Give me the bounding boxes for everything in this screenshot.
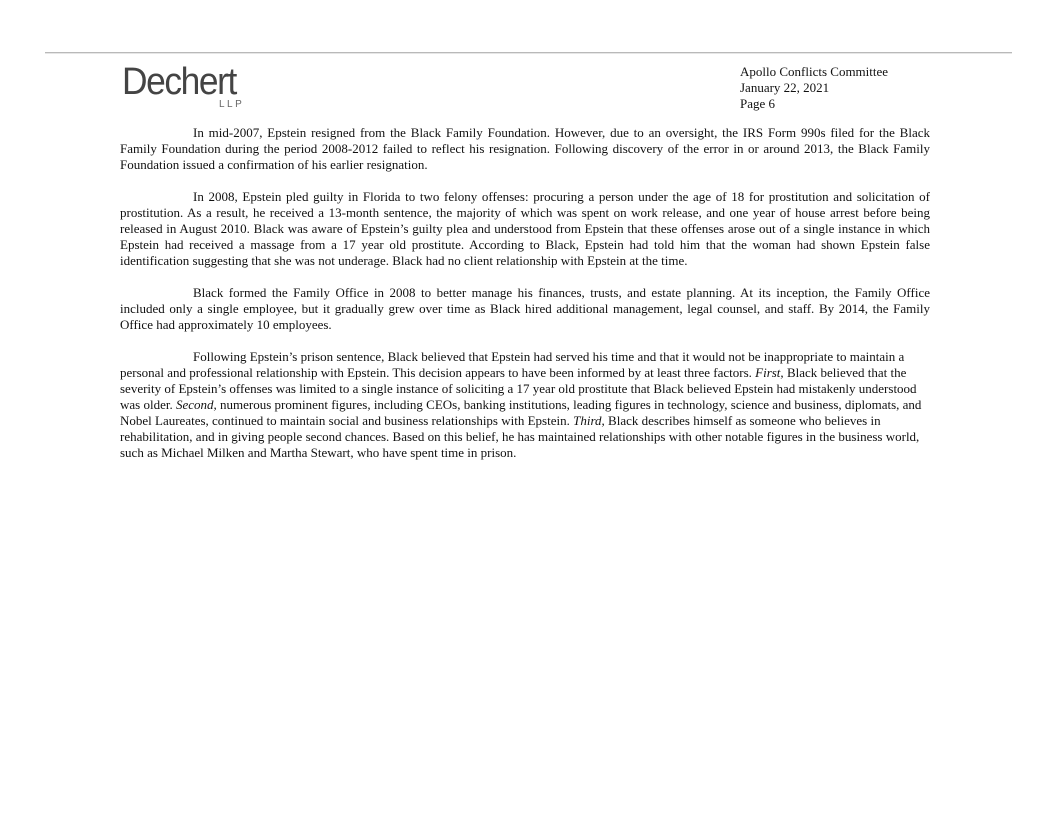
emphasis-text: First, [755, 365, 784, 380]
paragraph-guilty-plea [120, 189, 930, 269]
logo-llp-suffix: LLP [219, 99, 245, 110]
paragraph-family-office [120, 285, 930, 333]
paragraph-text: Black describes himself as someone who believes in rehabilitation, and in giving people second chances. Based on this belief, he has maintained relationships with other notable figures in the business world, such as Michael Milken and Martha Stewart, who have spent time in prison. [120, 413, 920, 460]
dechert-logo [122, 62, 252, 112]
paragraph-foundation-resignation [120, 125, 930, 173]
header-info [740, 64, 888, 112]
paragraph-text: numerous prominent figures, including CEOs, banking institutions, leading figures in technology, science and business, diplomats, and Nobel Laureates, continued to maintain social and business relationships with Epstein. [120, 397, 922, 428]
document-body [120, 125, 930, 477]
page-number: Page 6 [740, 96, 776, 111]
header-divider [45, 52, 1012, 54]
logo-wordmark: Dechert [122, 61, 236, 103]
paragraph-text: Black formed the Family Office in 2008 to better manage his finances, trusts, and estate planning. At its inception, the Family Office included only a single employee, but it gradually grew over time as Black hired additional management, legal counsel, and staff. By 2014, the Family Office had approximately 10 employees. [120, 285, 930, 332]
paragraph-text: Following Epstein’s prison sentence, Black believed that Epstein had served his time and that it would not be inappropriate to maintain a personal and professional relationship with Epstein. This decision appears to have been informed by at least three factors. [120, 349, 905, 380]
paragraph-text: In 2008, Epstein pled guilty in Florida to two felony offenses: procuring a person under the age of 18 for prostitution and solicitation of prostitution. As a result, he received a 13-month sentence, the majority of which was spent on work release, and one year of house arrest before being released in August 2010. Black was aware of Epstein’s guilty plea and understood from Epstein that these offenses arose out of a single instance in which Epstein had received a massage from a 17 year old prostitute. According to Black, Epstein had told him that the woman had shown Epstein false identification suggesting that she was not underage. Black had no client relationship with Epstein at the time. [120, 189, 930, 268]
document-date: January 22, 2021 [740, 80, 830, 95]
committee-name: Apollo Conflicts Committee [740, 64, 889, 79]
paragraph-text: In mid-2007, Epstein resigned from the Black Family Foundation. However, due to an oversight, the IRS Form 990s filed for the Black Family Foundation during the period 2008-2012 failed to reflect his resignation. Following discovery of the error in or around 2013, the Black Family Foundation issued a confirmation of his earlier resignation. [120, 125, 930, 172]
paragraph-text: Black believed that the severity of Epstein’s offenses was limited to a single instance of soliciting a 17 year old prostitute that Black believed Epstein had mistakenly understood was older. [120, 365, 917, 412]
emphasis-text: Second, [175, 397, 217, 412]
emphasis-text: Third, [573, 413, 605, 428]
paragraph-relationship-factors [120, 349, 930, 461]
